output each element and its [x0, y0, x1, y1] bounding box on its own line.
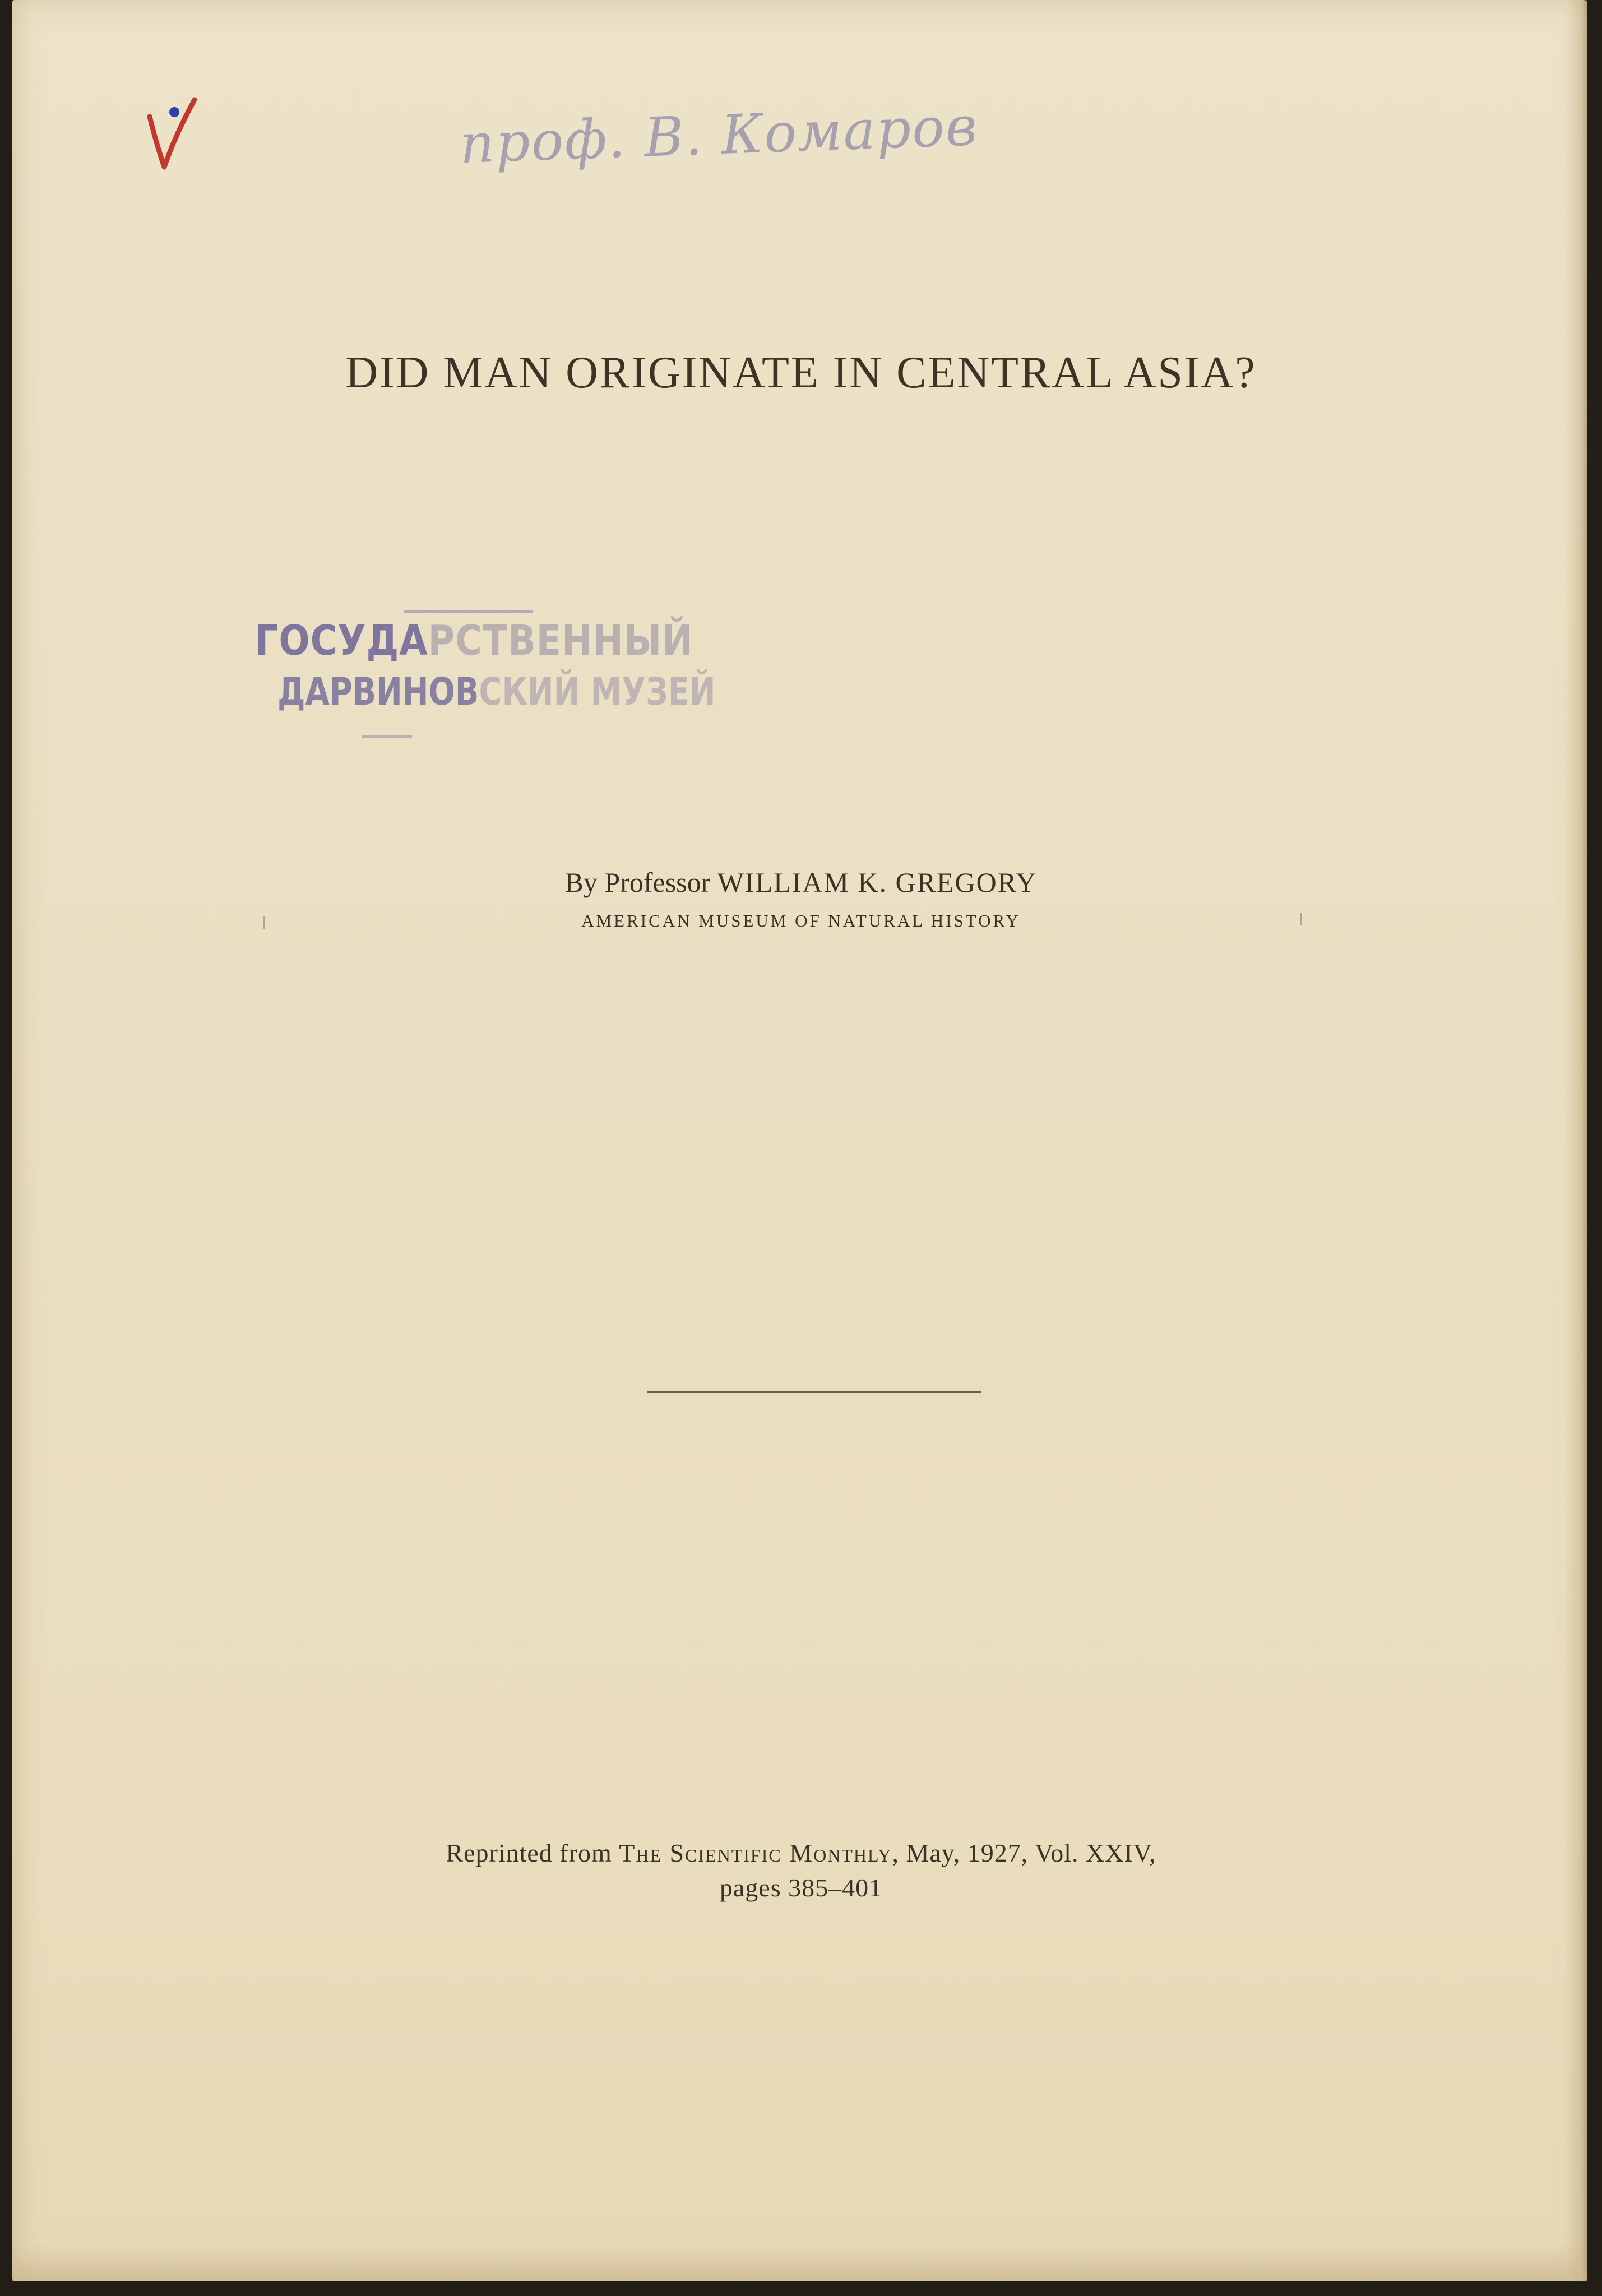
cover-page	[12, 0, 1587, 2281]
handwritten-signature: проф. В. Комаров	[459, 94, 979, 176]
reprint-prefix: Reprinted from	[446, 1839, 612, 1867]
stamp-line-1-strong: ГОСУДА	[255, 617, 428, 665]
page-edge-right	[1566, 0, 1587, 2281]
library-stamp	[255, 605, 716, 757]
page-edge-bottom	[12, 2242, 1587, 2281]
stamp-line-2	[277, 670, 716, 714]
reprint-pages: pages 385–401	[719, 1873, 883, 1902]
margin-tick-left	[263, 916, 265, 929]
check-mark-icon	[143, 95, 199, 174]
byline	[0, 866, 1602, 899]
stamp-rule-top	[404, 610, 533, 613]
margin-tick-right	[1300, 913, 1302, 925]
horizontal-rule	[647, 1391, 981, 1393]
journal-name: The Scientific Monthly	[619, 1839, 892, 1867]
stamp-rule-bottom	[362, 735, 412, 738]
stamp-line-1	[255, 617, 693, 665]
byline-prefix: By Professor	[564, 867, 711, 898]
stamp-line-1-faint: РСТВЕННЫЙ	[428, 617, 693, 665]
stamp-line-2-strong: ДАРВИНОВ	[277, 670, 479, 714]
reprint-notice	[0, 1836, 1602, 1905]
document-title: DID MAN ORIGINATE IN CENTRAL ASIA?	[345, 348, 1257, 397]
reprint-details: , May, 1927, Vol. XXIV,	[892, 1839, 1156, 1867]
reprint-line-1	[0, 1836, 1602, 1871]
stamp-line-2-faint: СКИЙ МУЗЕЙ	[479, 670, 716, 714]
author-affiliation: AMERICAN MUSEUM OF NATURAL HISTORY	[581, 911, 1021, 931]
author-name: WILLIAM K. GREGORY	[717, 867, 1038, 898]
